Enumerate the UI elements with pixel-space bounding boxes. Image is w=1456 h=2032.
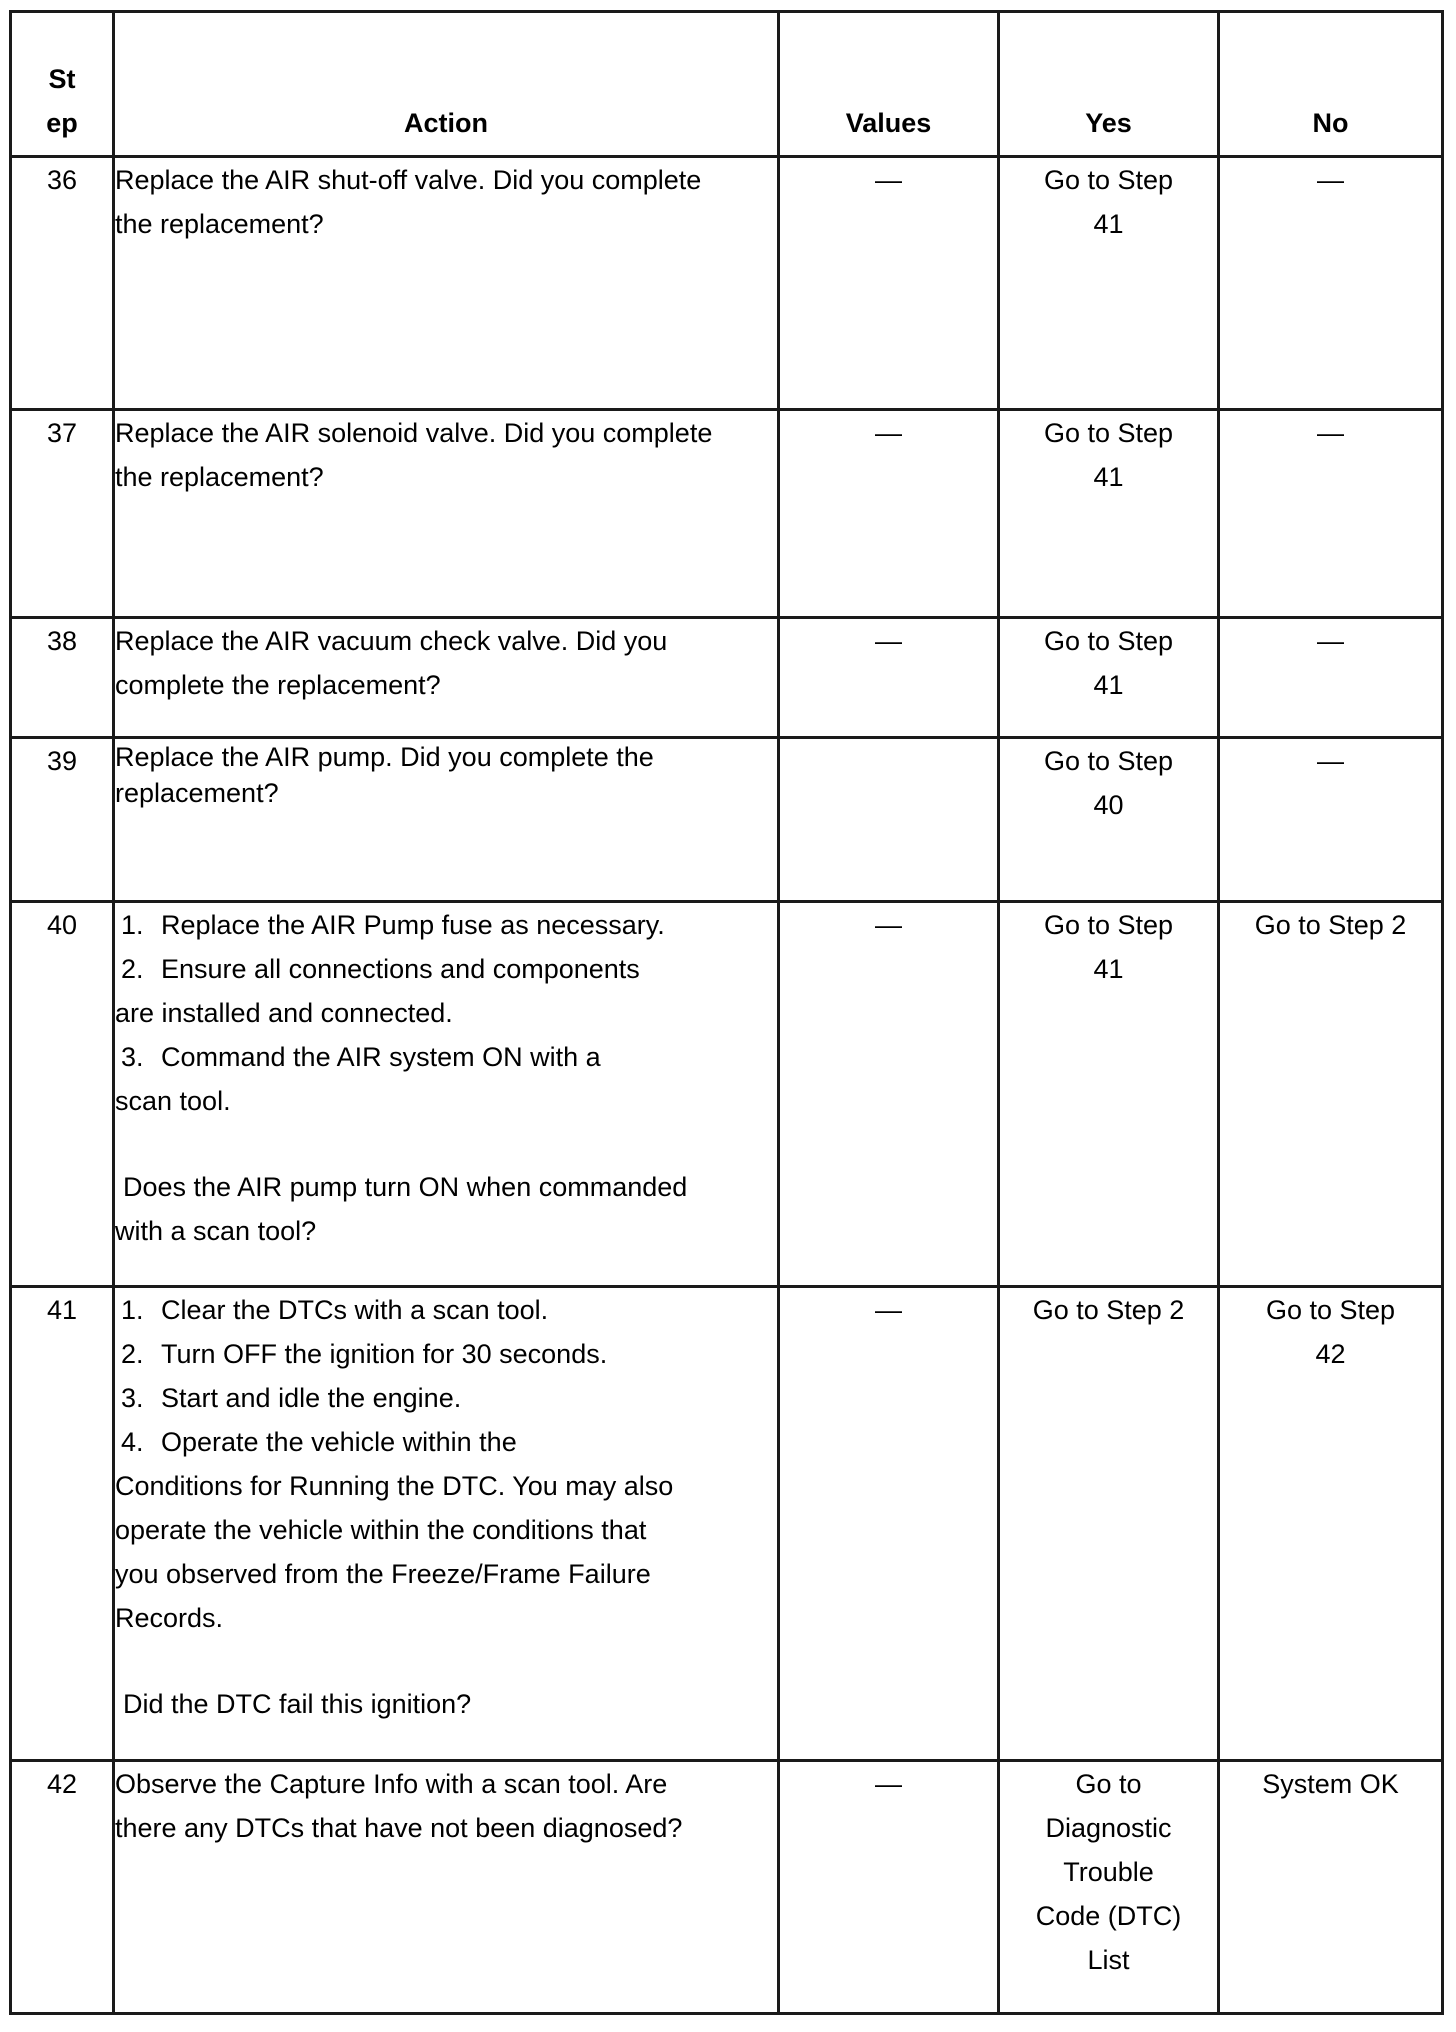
header-action: Action <box>114 12 779 157</box>
action-line: complete the replacement? <box>115 670 441 700</box>
action-cell <box>114 738 779 902</box>
action-line: Replace the AIR solenoid valve. Did you complete <box>115 418 713 448</box>
no-cell <box>1219 618 1443 738</box>
question-line: Did the DTC fail this ignition? <box>123 1689 472 1719</box>
question-line: with a scan tool? <box>115 1216 317 1246</box>
no-cell <box>1219 902 1443 1287</box>
yes-line: Go to Step <box>1043 910 1174 940</box>
action-cell <box>114 1761 779 2014</box>
action-line: there any DTCs that have not been diagnosed? <box>115 1813 683 1843</box>
table-row <box>11 410 1443 618</box>
step-cell: 38 <box>11 618 114 738</box>
table-row <box>11 738 1443 902</box>
yes-line: Trouble <box>1063 1857 1154 1887</box>
action-line: you observed from the Freeze/Frame Failure <box>115 1559 651 1589</box>
values-cell: — <box>779 157 999 410</box>
yes-cell <box>999 157 1219 410</box>
item-text: Start and idle the engine. <box>161 1383 462 1413</box>
yes-line: Go to <box>1075 1769 1142 1799</box>
yes-line: 40 <box>1093 790 1124 820</box>
header-step <box>11 12 114 157</box>
values-cell: — <box>779 1761 999 2014</box>
no-line: Go to Step <box>1265 1295 1396 1325</box>
item-number: 2. <box>121 954 144 984</box>
values-cell: — <box>779 410 999 618</box>
item-text: Ensure all connections and components <box>161 954 640 984</box>
action-line: the replacement? <box>115 209 324 239</box>
no-line: — <box>1317 165 1344 195</box>
header-no: No <box>1219 12 1443 157</box>
yes-line: 41 <box>1093 209 1124 239</box>
item-text: Operate the vehicle within the <box>161 1427 517 1457</box>
spacer <box>115 1640 777 1682</box>
values-cell: — <box>779 902 999 1287</box>
yes-line: 41 <box>1093 670 1124 700</box>
table-row <box>11 902 1443 1287</box>
table-row <box>11 1287 1443 1761</box>
item-number: 1. <box>121 1295 144 1325</box>
action-line: replacement? <box>115 778 279 808</box>
action-cell <box>114 618 779 738</box>
action-line: Records. <box>115 1603 224 1633</box>
no-cell <box>1219 157 1443 410</box>
values-cell: — <box>779 618 999 738</box>
no-line: Go to Step 2 <box>1254 910 1407 940</box>
no-cell <box>1219 1287 1443 1761</box>
yes-line: 41 <box>1093 954 1124 984</box>
item-text: Turn OFF the ignition for 30 seconds. <box>161 1339 608 1369</box>
action-cell <box>114 1287 779 1761</box>
step-cell: 36 <box>11 157 114 410</box>
no-line: — <box>1317 746 1344 776</box>
diagnostic-table <box>9 10 1444 2015</box>
action-line: the replacement? <box>115 462 324 492</box>
action-item <box>115 1288 777 1332</box>
step-cell: 37 <box>11 410 114 618</box>
yes-cell <box>999 902 1219 1287</box>
header-values: Values <box>779 12 999 157</box>
action-item <box>115 1035 777 1079</box>
no-cell <box>1219 1761 1443 2014</box>
yes-line: Go to Step <box>1043 626 1174 656</box>
action-line: operate the vehicle within the conditions that <box>115 1515 647 1545</box>
no-cell <box>1219 410 1443 618</box>
action-line: Conditions for Running the DTC. You may also <box>115 1471 674 1501</box>
yes-cell <box>999 410 1219 618</box>
action-line: Replace the AIR vacuum check valve. Did you <box>115 626 668 656</box>
action-line: Replace the AIR pump. Did you complete the <box>115 742 654 772</box>
action-item <box>115 1332 777 1376</box>
yes-line: Go to Step <box>1043 418 1174 448</box>
yes-line: Go to Step <box>1043 746 1174 776</box>
action-cell <box>114 410 779 618</box>
yes-cell <box>999 1287 1219 1761</box>
header-step-line2: ep <box>46 108 78 138</box>
item-number: 3. <box>121 1383 144 1413</box>
yes-line: Go to Step <box>1043 165 1174 195</box>
item-text: Clear the DTCs with a scan tool. <box>161 1295 549 1325</box>
values-cell: — <box>779 1287 999 1761</box>
header-yes: Yes <box>999 12 1219 157</box>
no-line: — <box>1317 626 1344 656</box>
action-line: scan tool. <box>115 1086 231 1116</box>
no-line: System OK <box>1262 1769 1399 1799</box>
item-text: Command the AIR system ON with a <box>161 1042 601 1072</box>
yes-line: 41 <box>1093 462 1124 492</box>
yes-cell <box>999 738 1219 902</box>
action-line: are installed and connected. <box>115 998 453 1028</box>
item-text: Replace the AIR Pump fuse as necessary. <box>161 910 665 940</box>
yes-cell <box>999 618 1219 738</box>
item-number: 4. <box>121 1427 144 1457</box>
values-cell <box>779 738 999 902</box>
yes-line: Go to Step 2 <box>1032 1295 1185 1325</box>
table-row <box>11 157 1443 410</box>
step-cell: 42 <box>11 1761 114 2014</box>
yes-line: Diagnostic <box>1045 1813 1172 1843</box>
header-step-line1: St <box>48 64 76 94</box>
no-line: — <box>1317 418 1344 448</box>
header-row <box>11 12 1443 157</box>
table-row <box>11 1761 1443 2014</box>
step-cell: 39 <box>11 738 114 902</box>
yes-line: Code (DTC) <box>1035 1901 1182 1931</box>
action-cell <box>114 157 779 410</box>
step-cell: 40 <box>11 902 114 1287</box>
item-number: 1. <box>121 910 144 940</box>
action-line: Observe the Capture Info with a scan tool. Are <box>115 1769 668 1799</box>
table-row <box>11 618 1443 738</box>
action-item <box>115 1376 777 1420</box>
item-number: 2. <box>121 1339 144 1369</box>
action-item <box>115 947 777 991</box>
step-cell: 41 <box>11 1287 114 1761</box>
action-cell <box>114 902 779 1287</box>
action-line: Replace the AIR shut-off valve. Did you complete <box>115 165 702 195</box>
question-line: Does the AIR pump turn ON when commanded <box>123 1172 688 1202</box>
item-number: 3. <box>121 1042 144 1072</box>
no-line: 42 <box>1315 1339 1346 1369</box>
no-cell <box>1219 738 1443 902</box>
yes-cell <box>999 1761 1219 2014</box>
action-item <box>115 903 777 947</box>
yes-line: List <box>1087 1945 1130 1975</box>
spacer <box>115 1123 777 1165</box>
action-item <box>115 1420 777 1464</box>
